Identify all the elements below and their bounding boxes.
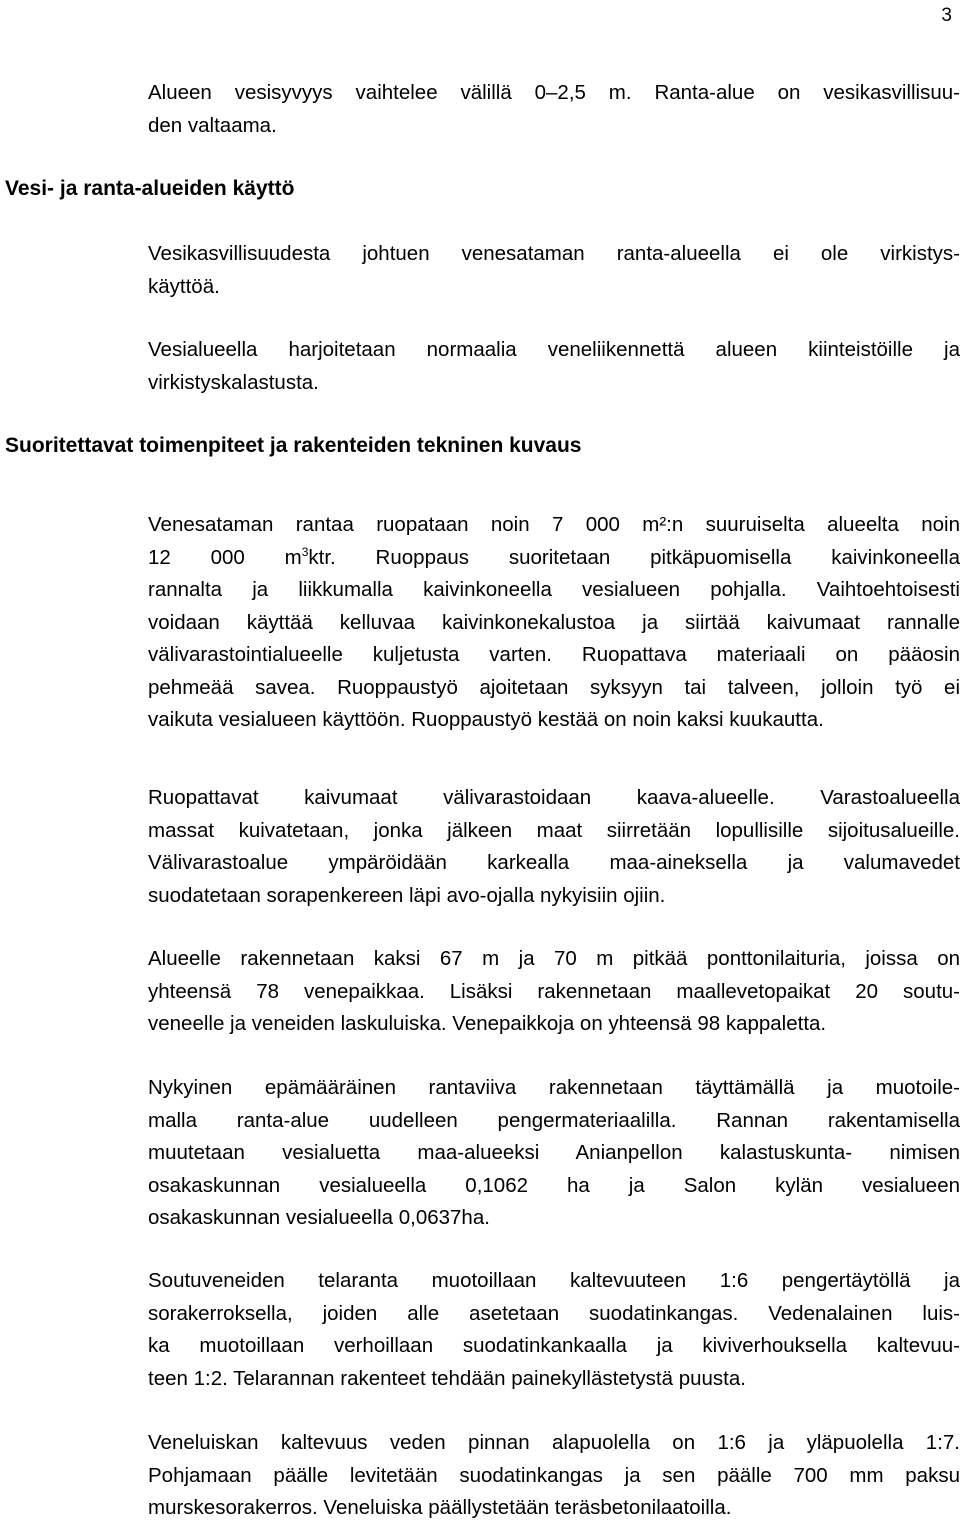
text-fragment: 12 000 m	[148, 545, 302, 569]
paragraph-dredging	[148, 509, 960, 737]
text-line: Venesataman rantaa ruopataan noin 7 000 m²:n suuruiselta alueelta noin	[148, 513, 960, 536]
superscript: 3	[301, 544, 309, 559]
text-line: veneelle ja veneiden laskuluiska. Venepaikkoja on yhteensä 98 kappaletta.	[148, 1012, 827, 1035]
text-line: rannalta ja liikkumalla kaivinkoneella vesialueen pohjalla. Vaihtoehtoisesti	[148, 578, 960, 601]
text-line: vaikuta vesialueen käyttöön. Ruoppaustyö kestää on noin kaksi kuukautta.	[148, 708, 824, 731]
text-line: Nykyinen epämääräinen rantaviiva rakennetaan täyttämällä ja muotoile-	[148, 1076, 960, 1099]
paragraph-storage	[148, 782, 960, 912]
text-line: massat kuivatetaan, jonka jälkeen maat siirretään lopullisille sijoitusalueille.	[148, 818, 960, 842]
text-line: murskesorakerros. Veneluiska päällystetään teräsbetonilaatoilla.	[148, 1496, 732, 1519]
paragraph-boat-ramp	[148, 1427, 960, 1525]
paragraph-pontoons	[148, 943, 960, 1041]
text-line: sorakerroksella, joiden alle asetetaan suodatinkangas. Vedenalainen luis-	[148, 1301, 960, 1325]
text-line: käyttöä.	[148, 274, 220, 298]
paragraph-recreation	[148, 238, 960, 303]
text-line: pehmeää savea. Ruoppaustyö ajoitetaan syksyyn tai talveen, jolloin työ ei	[148, 675, 960, 699]
text-line: Pohjamaan päälle levitetään suodatinkangas ja sen päälle 700 mm paksu	[148, 1463, 960, 1487]
text-line: Alueelle rakennetaan kaksi 67 m ja 70 m pitkää ponttonilaituria, joissa on	[148, 947, 960, 970]
text-line: malla ranta-alue uudelleen pengermateriaalilla. Rannan rakentamisella	[148, 1108, 960, 1132]
text-line: yhteensä 78 venepaikkaa. Lisäksi rakennetaan maallevetopaikat 20 soutu-	[148, 979, 960, 1003]
text-line: Ruopattavat kaivumaat välivarastoidaan kaava-alueelle. Varastoalueella	[148, 786, 960, 809]
text-line: ka muotoillaan verhoillaan suodatinkankaalla ja kiviverhouksella kaltevuu-	[148, 1334, 960, 1357]
section-heading-water-use: Vesi- ja ranta-alueiden käyttö	[5, 177, 295, 200]
text-line: osakaskunnan vesialueella 0,1062 ha ja Salon kylän vesialueen	[148, 1173, 960, 1197]
text-line: Soutuveneiden telaranta muotoillaan kaltevuuteen 1:6 pengertäytöllä ja	[148, 1269, 960, 1292]
text-line: suodatetaan sorapenkereen läpi avo-ojalla nykyisiin ojiin.	[148, 883, 666, 907]
text-line: välivarastointialueelle kuljetusta varten. Ruopattava materiaali on pääosin	[148, 643, 960, 666]
paragraph-slipway-boats	[148, 1265, 960, 1395]
text-line: Välivarastoalue ympäröidään karkealla maa-aineksella ja valumavedet	[148, 851, 960, 874]
text-fragment: ktr. Ruoppaus suoritetaan pitkäpuomisella kaivinkoneella	[308, 545, 960, 569]
text-line: Veneluiskan kaltevuus veden pinnan alapuolella on 1:6 ja yläpuolella 1:7.	[148, 1431, 960, 1454]
text-line: voidaan käyttää kelluvaa kaivinkonekalustoa ja siirtää kaivumaat rannalle	[148, 610, 960, 634]
text-line: den valtaama.	[148, 113, 277, 137]
paragraph-boat-traffic	[148, 334, 960, 399]
page-number: 3	[941, 5, 952, 26]
paragraph-shoreline	[148, 1072, 960, 1235]
text-line: muutetaan vesialuetta maa-alueeksi Anianpellon kalastuskunta- nimisen	[148, 1141, 960, 1164]
text-line: Vesikasvillisuudesta johtuen venesataman ranta-alueella ei ole virkistys-	[148, 242, 960, 265]
text-line: Vesialueella harjoitetaan normaalia veneliikennettä alueen kiinteistöille ja	[148, 338, 960, 361]
text-line	[148, 542, 960, 575]
text-line: Alueen vesisyvyys vaihtelee välillä 0–2,5 m. Ranta-alue on vesikasvillisuu-	[148, 81, 960, 104]
text-line: teen 1:2. Telarannan rakenteet tehdään painekyllästetystä puusta.	[148, 1366, 746, 1390]
section-heading-measures: Suoritettavat toimenpiteet ja rakenteiden tekninen kuvaus	[5, 434, 582, 457]
text-line: osakaskunnan vesialueella 0,0637ha.	[148, 1206, 490, 1229]
text-line: virkistyskalastusta.	[148, 370, 319, 394]
paragraph-water-depth	[148, 77, 960, 142]
